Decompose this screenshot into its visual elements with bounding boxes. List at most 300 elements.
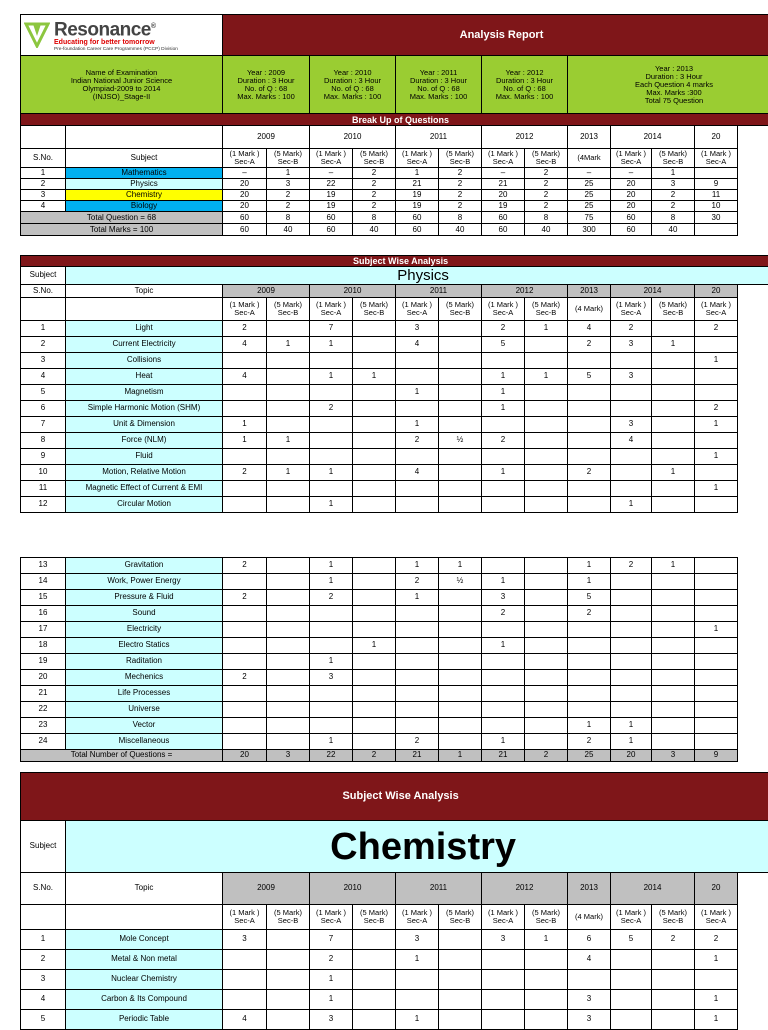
row-value: – — [482, 168, 525, 179]
col-label-line: (5 Mark) — [354, 909, 394, 917]
col-label-line: Sec-A — [397, 309, 437, 317]
exam-year-info — [310, 56, 396, 114]
row-value: – — [223, 168, 267, 179]
row-value — [353, 465, 396, 481]
row-value — [223, 654, 267, 670]
column-label — [482, 298, 525, 321]
row-value — [439, 930, 482, 950]
row-value — [525, 574, 568, 590]
text-line: Max. Marks : 100 — [224, 93, 308, 101]
text-line: Duration : 3 Hour — [224, 77, 308, 85]
col-label-line: (5 Mark) — [268, 301, 308, 309]
row-value — [695, 574, 738, 590]
row-value — [223, 950, 267, 970]
row-value: 1 — [568, 718, 611, 734]
row-value — [525, 465, 568, 481]
row-value — [611, 465, 652, 481]
text-line: Duration : 3 Hour — [483, 77, 566, 85]
row-value — [695, 670, 738, 686]
row-sno: 11 — [21, 481, 66, 497]
column-label — [353, 149, 396, 168]
column-label — [568, 298, 611, 321]
table-row — [21, 401, 768, 417]
total-value: 40 — [353, 224, 396, 236]
row-value — [482, 970, 525, 990]
row-sno: 4 — [21, 201, 66, 212]
col-label-line: Sec-B — [354, 158, 394, 166]
total-value: 60 — [310, 224, 353, 236]
row-sno: 3 — [21, 190, 66, 201]
column-label — [695, 905, 738, 930]
row-value — [223, 574, 267, 590]
text-line: Olympiad-2009 to 2014 — [22, 85, 221, 93]
row-value — [482, 670, 525, 686]
row-value — [353, 321, 396, 337]
row-sno: 10 — [21, 465, 66, 481]
row-value — [652, 401, 695, 417]
total-value: 300 — [568, 224, 611, 236]
total-row — [21, 224, 768, 236]
row-value — [652, 686, 695, 702]
row-value — [652, 702, 695, 718]
row-sno: 12 — [21, 497, 66, 513]
row-value — [652, 622, 695, 638]
row-value — [652, 590, 695, 606]
row-value — [439, 734, 482, 750]
row-value — [267, 590, 310, 606]
table-row — [21, 337, 768, 353]
physics-subject-name: Physics — [66, 267, 768, 285]
row-sno: 9 — [21, 449, 66, 465]
row-value — [353, 433, 396, 449]
row-value — [310, 638, 353, 654]
row-sno: 1 — [21, 930, 66, 950]
row-value: 10 — [695, 201, 738, 212]
column-label — [439, 149, 482, 168]
row-value — [652, 497, 695, 513]
text-line: Year : 2010 — [311, 69, 394, 77]
column-label — [652, 149, 695, 168]
col-label-line: Sec-B — [653, 158, 693, 166]
row-value — [267, 417, 310, 433]
row-sno: 5 — [21, 1010, 66, 1030]
column-label — [611, 298, 652, 321]
table-row — [21, 201, 768, 212]
row-value — [396, 970, 439, 990]
row-value — [353, 654, 396, 670]
row-value — [652, 606, 695, 622]
table-row — [21, 970, 768, 990]
row-value — [223, 497, 267, 513]
row-topic: Magnetic Effect of Current & EMI — [66, 481, 223, 497]
table-row — [21, 417, 768, 433]
row-value: 2 — [482, 321, 525, 337]
row-value — [267, 481, 310, 497]
row-sno: 1 — [21, 168, 66, 179]
row-value: 1 — [695, 622, 738, 638]
row-value — [353, 449, 396, 465]
row-value — [267, 401, 310, 417]
row-value — [267, 654, 310, 670]
column-label — [482, 149, 525, 168]
text-line: Indian National Junior Science — [22, 77, 221, 85]
row-value — [223, 638, 267, 654]
row-value: 1 — [267, 433, 310, 449]
row-value — [652, 950, 695, 970]
row-value — [611, 401, 652, 417]
row-value — [611, 702, 652, 718]
row-sno: 13 — [21, 558, 66, 574]
row-value — [267, 702, 310, 718]
total-value: 75 — [568, 212, 611, 224]
row-value: 2 — [695, 930, 738, 950]
row-value — [310, 353, 353, 369]
row-value — [525, 970, 568, 990]
col-label-line: Sec-A — [612, 158, 650, 166]
col-label-line: Sec-A — [224, 917, 265, 925]
row-value: 3 — [652, 179, 695, 190]
year-header: 2010 — [310, 285, 396, 298]
year-header: 20 — [695, 285, 738, 298]
row-value — [396, 702, 439, 718]
col-label-line: (1 Mark ) — [397, 909, 437, 917]
row-value — [267, 718, 310, 734]
row-value — [611, 950, 652, 970]
row-value — [353, 481, 396, 497]
row-sno: 19 — [21, 654, 66, 670]
row-value: 2 — [396, 734, 439, 750]
col-label-line: (1 Mark ) — [311, 909, 351, 917]
column-label — [482, 905, 525, 930]
row-value: 1 — [223, 417, 267, 433]
row-value — [611, 353, 652, 369]
text-line: Duration : 3 Hour — [569, 73, 768, 81]
row-value: – — [310, 168, 353, 179]
row-value — [652, 990, 695, 1010]
text-line: Max. Marks : 100 — [311, 93, 394, 101]
col-label-line: Sec-B — [440, 158, 480, 166]
row-value — [439, 497, 482, 513]
row-value: 1 — [310, 369, 353, 385]
table-row — [21, 385, 768, 401]
row-topic: Sound — [66, 606, 223, 622]
total-value: 60 — [223, 224, 267, 236]
total-value: 21 — [396, 750, 439, 762]
topic-header: Topic — [66, 873, 223, 905]
text-line: No. of Q : 68 — [397, 85, 480, 93]
row-value — [525, 686, 568, 702]
row-value — [353, 401, 396, 417]
row-value: 1 — [482, 385, 525, 401]
row-value: 3 — [223, 930, 267, 950]
year-header: 2011 — [396, 126, 482, 149]
row-topic: Nuclear Chemistry — [66, 970, 223, 990]
col-label-line: Sec-A — [696, 309, 736, 317]
row-value: 20 — [611, 201, 652, 212]
row-value: 2 — [439, 168, 482, 179]
row-value: 21 — [482, 179, 525, 190]
row-value — [223, 385, 267, 401]
row-value: 3 — [568, 990, 611, 1010]
column-label — [439, 905, 482, 930]
row-value — [396, 369, 439, 385]
chemistry-subject-label: Subject — [21, 821, 66, 873]
col-label-line: Sec-A — [696, 158, 736, 166]
row-value — [267, 353, 310, 369]
row-value: 1 — [695, 449, 738, 465]
row-value: 4 — [396, 465, 439, 481]
row-value — [439, 702, 482, 718]
row-value — [525, 702, 568, 718]
row-value: 1 — [396, 417, 439, 433]
row-value: 1 — [310, 654, 353, 670]
row-value — [396, 718, 439, 734]
chemistry-subject-name: Chemistry — [66, 821, 768, 873]
col-label-line: (4Mark — [569, 154, 609, 162]
row-sno: 21 — [21, 686, 66, 702]
sno-header: S.No. — [21, 149, 66, 168]
table-row — [21, 990, 768, 1010]
row-value — [353, 718, 396, 734]
row-value: 1 — [695, 353, 738, 369]
row-value — [695, 558, 738, 574]
row-value — [353, 590, 396, 606]
column-label — [267, 905, 310, 930]
column-label — [310, 905, 353, 930]
column-label — [310, 149, 353, 168]
row-value — [223, 622, 267, 638]
table-row — [21, 670, 768, 686]
total-row — [21, 212, 768, 224]
row-value: 5 — [568, 590, 611, 606]
row-value: 20 — [223, 179, 267, 190]
physics-table-continued — [20, 557, 768, 762]
row-value: 1 — [611, 734, 652, 750]
col-label-line: (5 Mark) — [440, 909, 480, 917]
row-sno: 4 — [21, 990, 66, 1010]
row-value — [652, 353, 695, 369]
row-value — [353, 930, 396, 950]
row-value — [439, 353, 482, 369]
column-label — [568, 149, 611, 168]
text-line: Year : 2013 — [569, 65, 768, 73]
row-sno: 20 — [21, 670, 66, 686]
text-line: Year : 2009 — [224, 69, 308, 77]
table-row — [21, 654, 768, 670]
row-value — [310, 433, 353, 449]
table-row — [21, 369, 768, 385]
row-value: 2 — [353, 168, 396, 179]
column-label — [310, 298, 353, 321]
physics-section-title: Subject Wise Analysis — [21, 256, 768, 267]
row-value — [439, 590, 482, 606]
exam-year-info — [568, 56, 768, 114]
row-value: 7 — [310, 321, 353, 337]
total-value: 2 — [525, 750, 568, 762]
row-value — [525, 433, 568, 449]
row-value — [396, 638, 439, 654]
row-value: 25 — [568, 190, 611, 201]
col-label-line: (1 Mark ) — [483, 301, 523, 309]
total-value: 1 — [439, 750, 482, 762]
row-value — [695, 369, 738, 385]
row-topic: Metal & Non metal — [66, 950, 223, 970]
col-label-line: (1 Mark ) — [612, 301, 650, 309]
row-sno: 6 — [21, 401, 66, 417]
col-label-line: (4 Mark) — [569, 913, 609, 921]
col-label-line: Sec-A — [397, 158, 437, 166]
row-value — [611, 574, 652, 590]
text-line: Duration : 3 Hour — [397, 77, 480, 85]
sno-header: S.No. — [21, 285, 66, 298]
column-label — [695, 298, 738, 321]
col-label-line: (1 Mark ) — [612, 909, 650, 917]
row-value — [568, 385, 611, 401]
row-value — [267, 990, 310, 1010]
col-label-line: (5 Mark) — [268, 150, 308, 158]
row-value: 4 — [568, 321, 611, 337]
text-line: Max. Marks :300 — [569, 89, 768, 97]
row-value — [353, 950, 396, 970]
row-topic: Carbon & Its Compound — [66, 990, 223, 1010]
row-value: 1 — [568, 574, 611, 590]
row-value — [223, 606, 267, 622]
col-label-line: Sec-A — [483, 158, 523, 166]
row-value — [652, 417, 695, 433]
col-label-line: (5 Mark) — [526, 301, 566, 309]
row-topic: Force (NLM) — [66, 433, 223, 449]
year-header: 2009 — [223, 873, 310, 905]
logo-reg: ® — [151, 23, 156, 30]
row-value: 2 — [611, 321, 652, 337]
row-value — [695, 702, 738, 718]
row-sno: 8 — [21, 433, 66, 449]
row-value — [611, 970, 652, 990]
row-value: 1 — [482, 465, 525, 481]
row-value: 5 — [568, 369, 611, 385]
row-value — [353, 497, 396, 513]
row-value: – — [568, 168, 611, 179]
col-label-line: (1 Mark ) — [696, 301, 736, 309]
row-value: 19 — [310, 190, 353, 201]
row-value — [482, 950, 525, 970]
table-row — [21, 702, 768, 718]
row-topic: Work, Power Energy — [66, 574, 223, 590]
row-topic: Mathematics — [66, 168, 223, 179]
col-label-line: (5 Mark) — [268, 909, 308, 917]
breakup-title: Break Up of Questions — [21, 114, 768, 126]
table-row — [21, 168, 768, 179]
col-label-line: Sec-B — [526, 917, 566, 925]
year-header: 2012 — [482, 873, 568, 905]
total-value: 3 — [267, 750, 310, 762]
col-label-line: (1 Mark ) — [696, 909, 736, 917]
col-label-line: (5 Mark) — [354, 150, 394, 158]
row-value — [439, 718, 482, 734]
row-value: 2 — [695, 401, 738, 417]
row-value — [439, 606, 482, 622]
row-value: 2 — [223, 321, 267, 337]
row-value — [439, 950, 482, 970]
year-header: 2014 — [611, 285, 695, 298]
row-value — [353, 622, 396, 638]
col-label-line: Sec-B — [526, 309, 566, 317]
col-label-line: (1 Mark ) — [397, 150, 437, 158]
table-row — [21, 497, 768, 513]
row-value — [695, 385, 738, 401]
row-value: 1 — [310, 465, 353, 481]
col-label-line: (1 Mark ) — [224, 301, 265, 309]
row-value — [353, 385, 396, 401]
row-value — [353, 686, 396, 702]
row-value: 1 — [482, 638, 525, 654]
col-label-line: Sec-A — [224, 309, 265, 317]
row-value — [310, 417, 353, 433]
row-value — [439, 686, 482, 702]
row-value — [652, 1010, 695, 1030]
row-value: 2 — [223, 590, 267, 606]
column-label — [223, 149, 267, 168]
row-value: 2 — [396, 574, 439, 590]
row-value — [695, 606, 738, 622]
col-label-line: Sec-A — [224, 158, 265, 166]
row-value — [267, 321, 310, 337]
row-value: 2 — [568, 606, 611, 622]
total-value: 25 — [568, 750, 611, 762]
row-value — [223, 449, 267, 465]
row-value: 2 — [652, 190, 695, 201]
year-header: 2010 — [310, 873, 396, 905]
row-value — [310, 385, 353, 401]
row-value: 2 — [652, 930, 695, 950]
row-value: 3 — [482, 590, 525, 606]
row-topic: Heat — [66, 369, 223, 385]
row-value — [396, 990, 439, 1010]
row-value — [267, 385, 310, 401]
column-label — [652, 298, 695, 321]
table-row — [21, 574, 768, 590]
exam-year-info — [396, 56, 482, 114]
row-value — [482, 481, 525, 497]
row-value — [353, 670, 396, 686]
column-label — [568, 905, 611, 930]
row-topic: Collisions — [66, 353, 223, 369]
logo — [21, 15, 223, 56]
row-value: 2 — [568, 465, 611, 481]
col-label-line: (1 Mark ) — [224, 909, 265, 917]
row-value — [439, 321, 482, 337]
col-label-line: Sec-B — [526, 158, 566, 166]
row-value — [611, 654, 652, 670]
row-value: 2 — [223, 670, 267, 686]
row-value: 2 — [695, 321, 738, 337]
table-row — [21, 686, 768, 702]
row-topic: Simple Harmonic Motion (SHM) — [66, 401, 223, 417]
row-value: 3 — [396, 321, 439, 337]
row-value: 4 — [396, 337, 439, 353]
topic-header: Topic — [66, 285, 223, 298]
col-label-line: (4 Mark) — [569, 305, 609, 313]
total-value: 9 — [695, 750, 738, 762]
row-value: 2 — [310, 590, 353, 606]
row-value: 1 — [396, 950, 439, 970]
row-value — [223, 702, 267, 718]
text-line: Max. Marks : 100 — [397, 93, 480, 101]
row-value: 20 — [611, 190, 652, 201]
row-value — [267, 686, 310, 702]
row-value — [439, 481, 482, 497]
row-value — [482, 1010, 525, 1030]
